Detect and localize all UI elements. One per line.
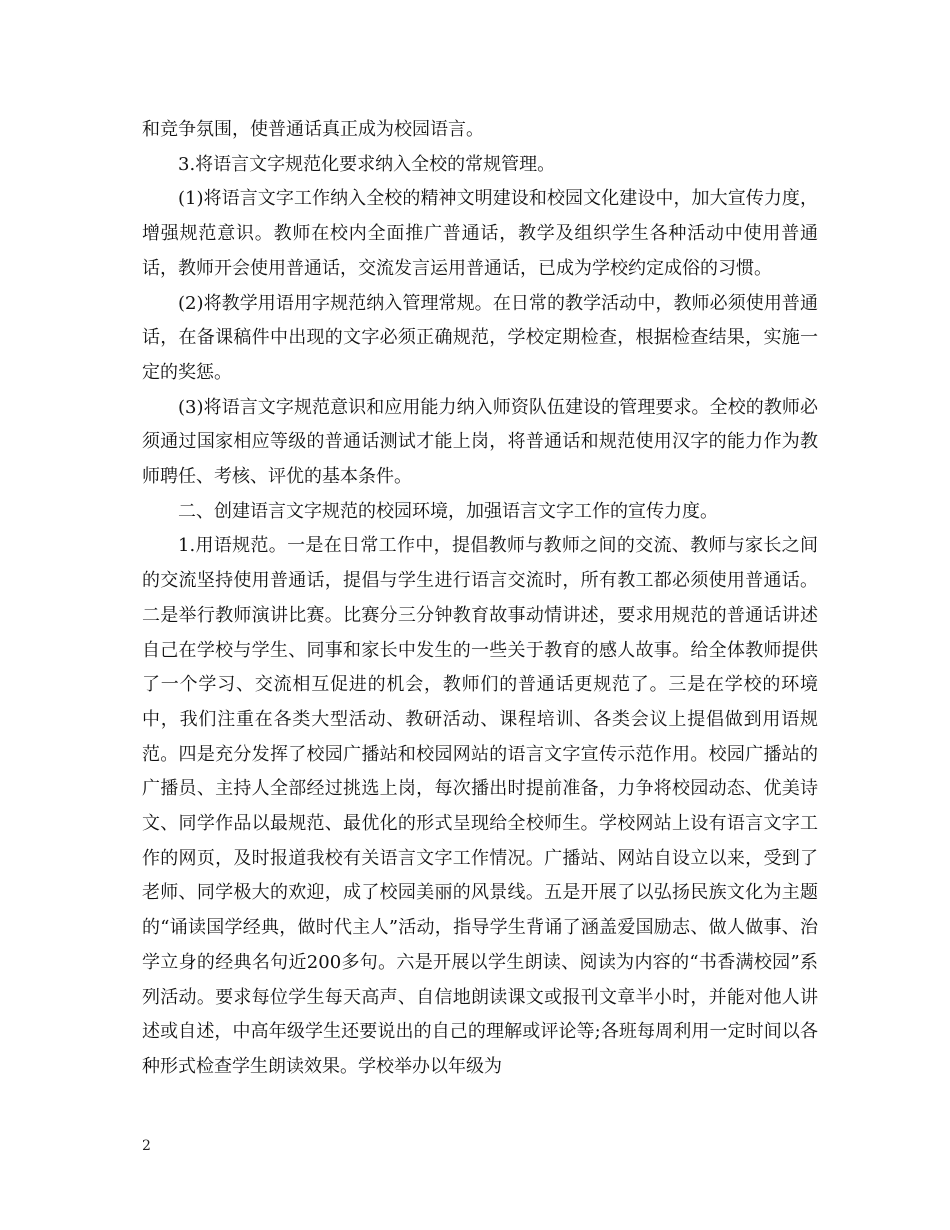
- body-text: [142, 113, 818, 1085]
- paragraph-item-3-2: (2)将教学用语用字规范纳入管理常规。在日常的教学活动中，教师必须使用普通话，在备课稿件中出现的文字必须正确规范，学校定期检查，根据检查结果，实施一定的奖惩。: [142, 292, 818, 383]
- paragraph-item-3-1: (1)将语言文字工作纳入全校的精神文明建设和校园文化建设中，加大宣传力度，增强规范意识。教师在校内全面推广普通话，教学及组织学生各种活动中使用普通话，教师开会使用普通话，交流发言运用普通话，已成为学校约定成俗的习惯。: [142, 188, 818, 279]
- paragraph-item-2-1: 1.用语规范。一是在日常工作中，提倡教师与教师之间的交流、教师与家长之间的交流坚持使用普通话，提倡与学生进行语言交流时，所有教工都必须使用普通话。二是举行教师演讲比赛。比赛分三分钟教育故事动情讲述，要求用规范的普通话讲述自己在学校与学生、同事和家长中发生的一些关于教育的感人故事。给全体教师提供了一个学习、交流相互促进的机会，教师们的普通话更规范了。三是在学校的环境中，我们注重在各类大型活动、教研活动、课程培训、各类会议上提倡做到用语规范。四是充分发挥了校园广播站和校园网站的语言文字宣传示范作用。校园广播站的广播员、主持人全部经过挑选上岗，每次播出时提前准备，力争将校园动态、优美诗文、同学作品以最规范、最优化的形式呈现给全校师生。学校网站上设有语言文字工作的网页，及时报道我校有关语言文字工作情况。广播站、网站自设立以来，受到了老师、同学极大的欢迎，成了校园美丽的风景线。五是开展了以弘扬民族文化为主题的“诵读国学经典，做时代主人”活动，指导学生背诵了涵盖爱国励志、做人做事、治学立身的经典名句近200多句。六是开展以学生朗读、阅读为内容的“书香满校园”系列活动。要求每位学生每天高声、自信地朗读课文或报刊文章半小时，并能对他人讲述或自述，中高年级学生还要说出的自己的理解或评论等;各班每周利用一定时间以各种形式检查学生朗读效果。学校举办以年级为: [142, 535, 818, 1077]
- section-heading-2: 二、创建语言文字规范的校园环境，加强语言文字工作的宣传力度。: [178, 500, 718, 522]
- paragraph-continuation: 和竞争氛围，使普通话真正成为校园语言。: [142, 119, 484, 140]
- paragraph-item-3-heading: 3.将语言文字规范化要求纳入全校的常规管理。: [178, 153, 556, 175]
- paragraph-item-3-3: (3)将语言文字规范意识和应用能力纳入师资队伍建设的管理要求。全校的教师必须通过国家相应等级的普通话测试才能上岗，将普通话和规范使用汉字的能力作为教师聘任、考核、评优的基本条件。: [142, 396, 818, 488]
- page-number: 2: [142, 1138, 151, 1154]
